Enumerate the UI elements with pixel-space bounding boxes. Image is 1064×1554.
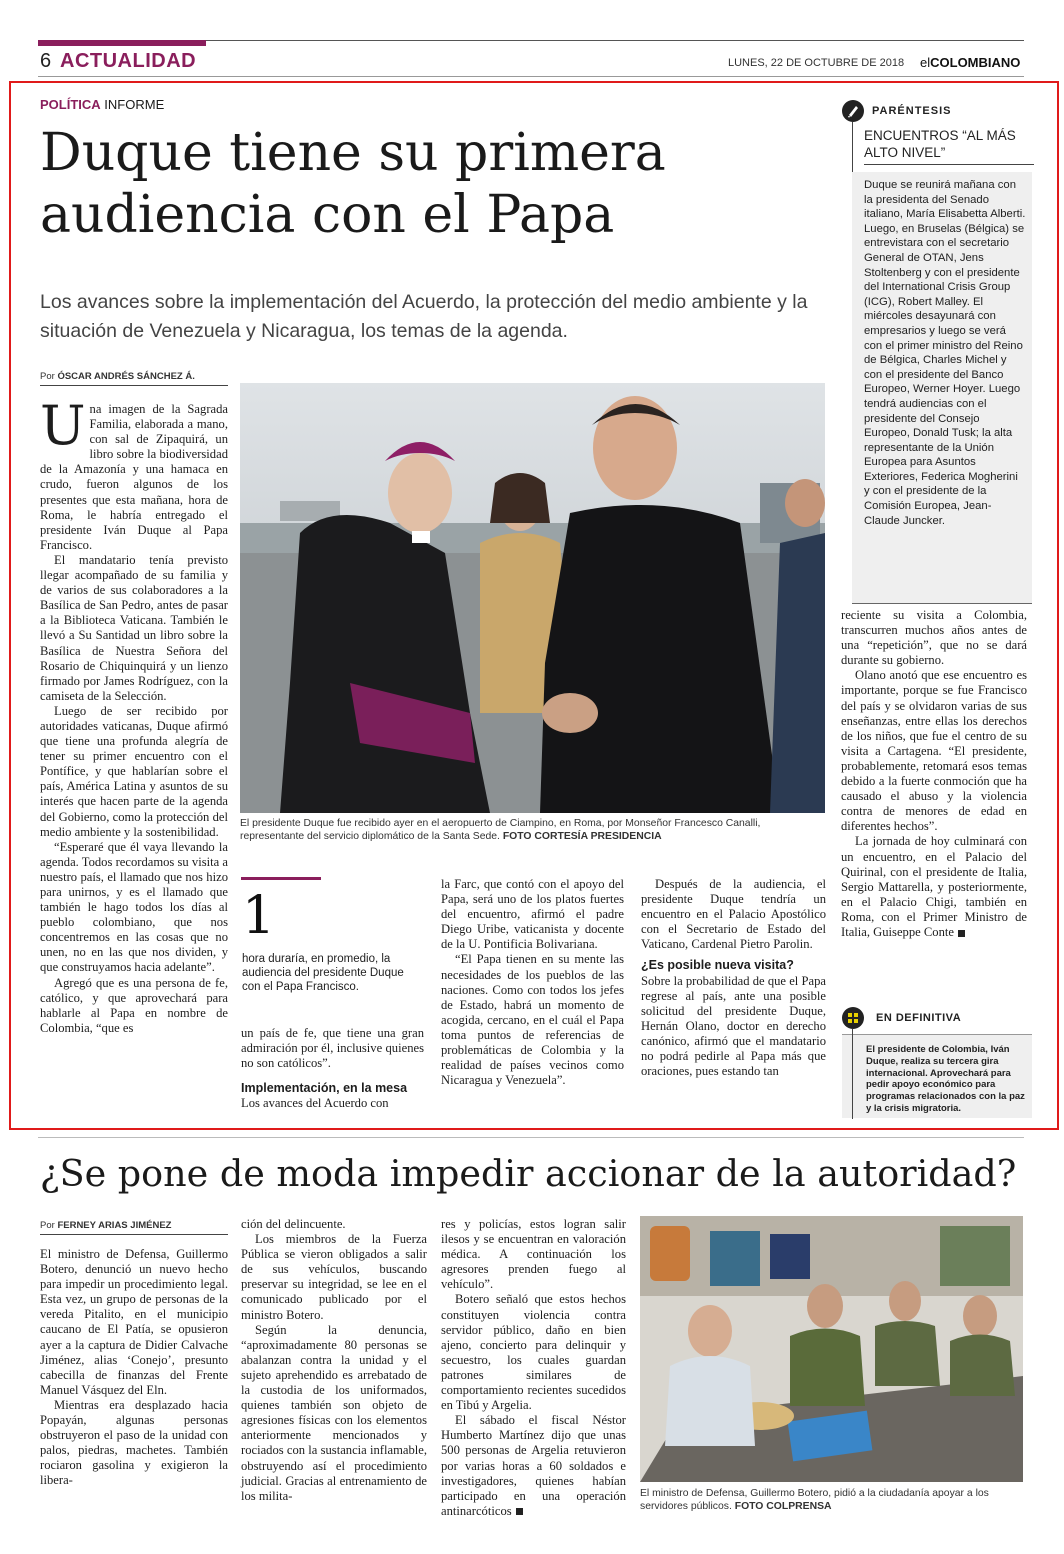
article2-column-1 — [40, 1247, 228, 1489]
paragraph — [441, 1413, 626, 1519]
paragraph: reciente su visita a Colombia, transcurren muchos años antes de una “repetición”, que no se dará durante su gobierno. — [841, 608, 1027, 668]
page-number: 6 — [40, 50, 52, 72]
byline-prefix: Por — [40, 371, 55, 382]
issue-date: LUNES, 22 DE OCTUBRE DE 2018 — [728, 57, 905, 69]
paragraph: ción del delincuente. — [241, 1217, 346, 1231]
paragraph-text: La jornada de hoy culminará con un encuentro, en el Palacio del Quirinal, con el presidente de Italia, Sergio Mattarella, y posteriormente, en el Palacio Chigi, también en Roma, con el Primer Ministro de Italia, Guiseppe Conte — [841, 834, 1027, 939]
highlight-number: 1 — [242, 886, 276, 946]
paragraph: Botero señaló que estos hechos constituyen violencia contra servidor público, daño en bien ajeno, concierto para delinquir y secuestro, los cuales guardan patrones similares de comportamiento recientes sucedidos en Tibú y Argelia. — [441, 1292, 626, 1413]
article2-column-3 — [441, 1217, 626, 1519]
paragraph: Los avances del Acuerdo con — [241, 1096, 389, 1111]
paragraph: El ministro de Defensa, Guillermo Botero, denunció un nuevo hecho para impedir un procedimiento legal. Esta vez, un grupo de personas de la vereda Pitalito, en el municipio caucano de El Patía, se opusieron ayer a la captura de Didier Calvache Jiménez, alias ‘Conejo’, presunto cabecilla de finanzas del Frente Manuel Vásquez del Eln. — [40, 1247, 228, 1397]
highlight-number-text: hora duraría, en promedio, la audiencia del presidente Duque con el Papa Francisco. — [242, 953, 404, 993]
dropcap: U — [40, 394, 86, 457]
paragraph: la Farc, que contó con el apoyo del Papa, será uno de los platos fuertes del encuentro, afirmó el padre Diego Uribe, vaticanista y docente de la U. Pontificia Bolivariana. — [441, 877, 624, 952]
byline-author: FERNEY ARIAS JIMÉNEZ — [57, 1220, 172, 1231]
article-column-5 — [841, 608, 1027, 940]
paragraph — [841, 834, 1027, 940]
byline-author: ÓSCAR ANDRÉS SÁNCHEZ Á. — [57, 371, 195, 382]
summary-text: El presidente de Colombia, Iván Duque, realiza su tercera gira internacional. Aprovechará para pedir apoyo económico para programas relacionados con la paz y la crisis migratoria. — [866, 1044, 1025, 1114]
paragraph: Olano anotó que ese encuentro es importante, porque se fue Francisco del país y se olvidaron varias de sus enseñanzas, entre ellas los derechos de los niños, que fue el centro de su visita a Cartagena. “El presidente, probablemente, retomará esos temas debido a la fuerte conmoción que ha causado el abuso y la violencia contra de menores de edad en diferentes hechos”. — [841, 668, 1027, 834]
photo-caption — [240, 817, 825, 843]
sidebar-body: Duque se reunirá mañana con la presidenta del Senado italiano, María Elisabetta Alberti. Luego, en Bruselas (Bélgica) se entrevistara con el secretario General de OTAN, Jens Stoltenberg y con el presidente del International Crisis Group (ICG), Robert Malley. El miércoles desayunará con empresarios y luego se verá con el primer ministro del Reino de Bélgica, Charles Michel y con el presidente del Banco Europeo, Werner Hoyer. Luego tendrá audiencias con el presidente del Consejo Europeo, Donald Tusk; la alta representante de la Unión Europea para Asuntos Exteriores, Federica Mogherini y con el presidente de la Comisión Europea, Jean-Claude Juncker. — [864, 179, 1026, 527]
summary-icon — [842, 1007, 864, 1029]
article-separator — [38, 1137, 1024, 1138]
article-byline — [40, 371, 228, 386]
section-subtitle: Implementación, en la mesa — [241, 1081, 408, 1096]
article-column-2 — [241, 1026, 424, 1111]
article-photo — [240, 383, 825, 813]
paragraph: Después de la audiencia, el presidente Duque tendría un encuentro en el Palacio Apostólico con el Secretario de Estado del Vaticano, Cardenal Pietro Parolin. — [641, 877, 826, 952]
paragraph: Según la denuncia, “aproximadamente 80 personas se abalanzan contra la unidad y el sujeto aprehendido es arrebatado de la custodia de los uniformados, quienes también son objeto de agresiones físicas con los elementos anteriormente mencionados y rociados con la sustancia inflamable, obstruyendo así el procedimiento judicial. Gracias al entrenamiento de los milita- — [241, 1322, 427, 1503]
summary-rule — [852, 1029, 853, 1119]
photo2-caption — [640, 1487, 1023, 1513]
photo-illustration — [240, 383, 825, 813]
sidebar-rule — [852, 122, 853, 172]
kicker-type: INFORME — [104, 97, 165, 112]
caption-text: El presidente Duque fue recibido ayer en el aeropuerto de Ciampino, en Roma, por Monseñor Francesco Canalli, representante del servicio diplomático de la Santa Sede. — [240, 818, 761, 842]
photo-illustration — [640, 1216, 1023, 1482]
pen-icon — [842, 100, 864, 122]
paragraph: “Esperaré que él vaya llevando la agenda. Todos recordamos su visita a nuestro país, el llamado que nos hizo para unirnos, y es el llamado que también le hago todos los días al pueblo colombiano, que nos concentremos en las cosas que no unen, no en las que nos dividen, y que construyamos hacia adelante”. — [40, 839, 228, 975]
byline-prefix: Por — [40, 1220, 55, 1231]
kicker-section: POLÍTICA — [40, 97, 101, 112]
paragraph: Luego de ser recibido por autoridades vaticanas, Duque afirmó que tiene una profunda alegría de tener su primer encuentro con el Pontífice, y que hablarían sobre el país, América Latina y asuntos de su interés que hacen parte de la agenda del Gobierno, como la protección del medio ambiente y la sostenibilidad. — [40, 703, 228, 839]
paragraph: un país de fe, que tiene una gran admiración por él, inclusive quienes no son católicos”. — [241, 1026, 424, 1071]
article-column-3 — [441, 877, 624, 1088]
photo-credit: FOTO COLPRENSA — [734, 1501, 832, 1512]
article2-byline — [40, 1220, 228, 1235]
article-subheadline: Los avances sobre la implementación del Acuerdo, la protección del medio ambiente y la situación de Venezuela y Nicaragua, los temas de la agenda. — [40, 291, 808, 342]
article2-headline: ¿Se pone de moda impedir accionar de la autoridad? — [40, 1152, 1017, 1195]
paragraph: Los miembros de la Fuerza Pública se vieron obligados a salir de sus vehículos, buscando preservar su integridad, se lee en el comunicado publicado por el ministro Botero. — [241, 1232, 427, 1322]
paragraph: Sobre la probabilidad de que el Papa regrese al país, ante una posible solicitud del presidente Duque, Hernán Olano, doctor en derecho canónico, afirmó que el mandatario no podrá pedirle al Papa más que oraciones, pues estando tan — [641, 973, 826, 1079]
paragraph — [40, 394, 228, 553]
article2-photo — [640, 1216, 1023, 1482]
paragraph: Mientras era desplazado hacia Popayán, algunas personas obstruyeron el paso de la unidad con palos, piedras, machetes. También rociaron gasolina y exigieron la libera- — [40, 1397, 228, 1488]
summary-label: EN DEFINITIVA — [876, 1012, 962, 1024]
figure-accent-bar — [241, 877, 321, 880]
brand-name: COLOMBIANO — [930, 55, 1021, 70]
paragraph: El mandatario tenía previsto llegar acompañado de su familia y de varios de sus colaboradores a la Basílica de San Pedro, antes de pasar a la Biblioteca Vaticana. También le llevó a Su Santidad un libro sobre la Basílica de Nuestra Señora del Rosario de Chiquinquirá y un lienzo firmado por James Rodríguez, con la camiseta de la Selección. — [40, 552, 228, 703]
end-mark-icon — [958, 930, 965, 937]
newspaper-brand — [920, 55, 1020, 70]
end-mark-icon — [516, 1508, 523, 1515]
article-column-4 — [641, 877, 826, 1079]
header-bottom-rule — [38, 76, 1024, 77]
photo-credit: FOTO CORTESÍA PRESIDENCIA — [502, 831, 662, 842]
sidebar-label: PARÉNTESIS — [872, 105, 952, 117]
sidebar-heading: ENCUENTROS “AL MÁS ALTO NIVEL” — [864, 127, 1034, 165]
section-subtitle: ¿Es posible nueva visita? — [641, 958, 794, 973]
paragraph-text: El sábado el fiscal Néstor Humberto Martínez dijo que unas 500 personas de Argelia retuvieron por varias horas a 60 soldados e investigadores, quienes habían participado en una operación antinarcóticos — [441, 1413, 626, 1518]
paragraph: Agregó que es una persona de fe, católico, y que aprovechará para hablarle al Papa en nombre de Colombia, “que es — [40, 975, 228, 1035]
paragraph: “El Papa tienen en su mente las necesidades de los pueblos de las naciones. Como con todos los jefes de Estado, habrá un momento de acogida, cercano, en el cuál el Papa toma puntos de referencias de problemáticas de Colombia y la realidad de países vecinos como Nicaragua y Venezuela”. — [441, 952, 624, 1088]
section-accent-bar — [38, 40, 206, 46]
brand-prefix: el — [920, 55, 931, 70]
section-name: ACTUALIDAD — [60, 50, 197, 72]
article2-column-2 — [241, 1217, 427, 1504]
paragraph: res y policías, estos logran salir ilesos y se encuentran en valoración médica. A continuación los agresores prenden fuego al vehículo”. — [441, 1217, 626, 1292]
paragraph-text: na imagen de la Sagrada Familia, elaborada a mano, con sal de Zipaquirá, un libro sobre la biodiversidad de la Amazonía y una hamaca en crudo, fueron algunos de los presentes que esta mañana, hora de Roma, le habría entregado el presidente Iván Duque al Papa Francisco. — [40, 402, 228, 552]
caption-text: El ministro de Defensa, Guillermo Botero, pidió a la ciudadanía apoyar a los servidores públicos. — [640, 1488, 989, 1512]
article-headline: Duque tiene su primera audiencia con el Papa — [40, 123, 666, 245]
article-kicker — [40, 97, 164, 112]
article-column-1 — [40, 394, 228, 1036]
